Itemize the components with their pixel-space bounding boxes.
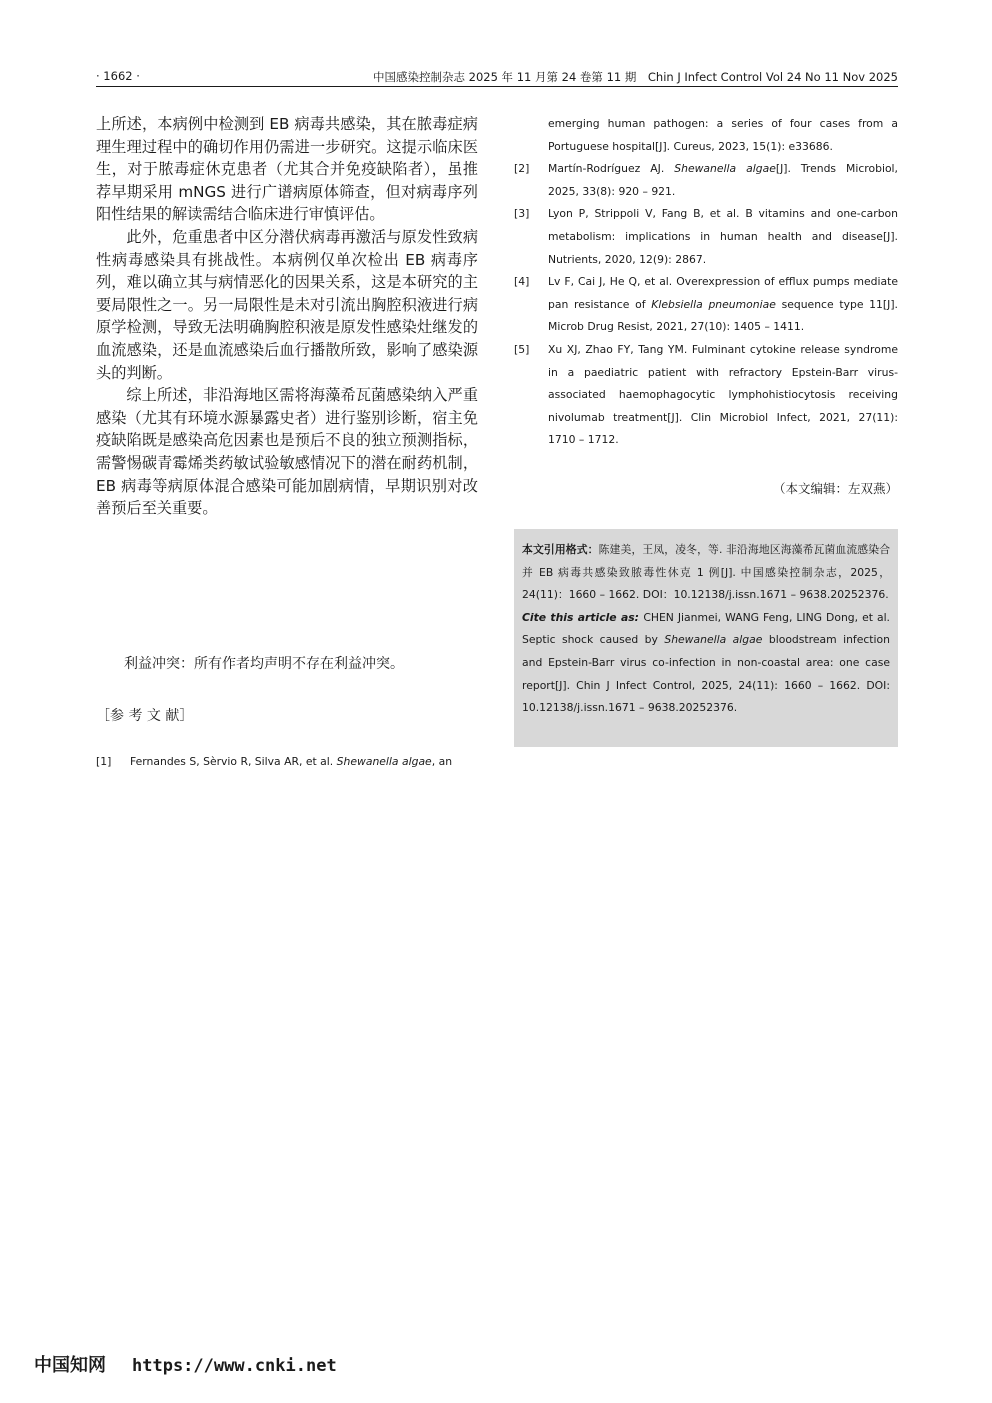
citation-box	[514, 529, 898, 747]
reference-3: [3] Lyon P, Strippoli V, Fang B, et al. B vitamins and one-carbon metabolism: implications in human health and disease[J]. Nutrients, 2020, 12(9): 2867.	[514, 207, 898, 266]
paragraph-3: 综上所述，非沿海地区需将海藻希瓦菌感染纳入严重感染（尤其有环境水源暴露史者）进行鉴别诊断，宿主免疫缺陷既是感染高危因素也是预后不良的独立预测指标，需警惕碳青霉烯类药敏试验敏感情况下的潜在耐药机制，EB 病毒等病原体混合感染可能加剧病情，早期识别对改善预后至关重要。	[96, 386, 478, 518]
cnki-watermark	[34, 1351, 337, 1377]
cnki-url[interactable]: https://www.cnki.net	[132, 1356, 337, 1376]
citation-cn: 本文引用格式：陈建美，王凤，凌冬，等. 非沿海地区海藻希瓦菌血流感染合并 EB 病毒共感染致脓毒性休克 1 例[J]. 中国感染控制杂志，2025，24(11)：1660 – 1662. DOI：10.12138/j.issn.1671 – 9638.20252376.	[522, 543, 890, 602]
conflict-of-interest: 利益冲突：所有作者均声明不存在利益冲突。	[124, 656, 404, 672]
reference-2: [2] Martín-Rodríguez AJ. Shewanella algae[J]. Trends Microbiol, 2025, 33(8): 920 – 921.	[514, 162, 898, 198]
reference-number: [1]	[96, 755, 112, 768]
editor-note: （本文编辑：左双燕）	[772, 481, 898, 496]
references-heading: ［参 考 文 献］	[96, 708, 194, 724]
citation-en: Cite this article as: CHEN Jianmei, WANG Feng, LING Dong, et al. Septic shock caused by Shewanella algae bloodstream infection and Epstein-Barr virus co-infection in non-coastal area: one case report[J]. Chin J Infect Control, 2025, 24(11): 1660 – 1662. DOI: 10.12138/j.issn.1671 – 9638.20252376.	[522, 610, 890, 715]
reference-5: [5] Xu XJ, Zhao FY, Tang YM. Fulminant cytokine release syndrome in a paediatric patient with refractory Epstein-Barr virus-associated haemophagocytic lymphohistiocytosis receiving nivolumab treatment[J]. Clin Microbiol Infect, 2021, 27(11): 1710 – 1712.	[514, 342, 898, 447]
journal-info: 中国感染控制杂志 2025 年 11 月第 24 卷第 11 期 Chin J Infect Control Vol 24 No 11 Nov 2025	[372, 70, 898, 84]
running-header	[96, 68, 898, 87]
paragraph-2: 此外，危重患者中区分潜伏病毒再激活与原发性致病性病毒感染具有挑战性。本病例仅单次检出 EB 病毒序列，难以确立其与病情恶化的因果关系，这是本研究的主要局限性之一。另一局限性是未对引流出胸腔积液进行病原学检测，导致无法明确胸腔积液是原发性感染灶继发的血流感染，还是血流感染后血行播散所致，影响了感染源头的判断。	[96, 227, 478, 382]
reference-1: [1] Fernandes S, Sèrvio R, Silva AR, et al. Shewanella algae, an	[96, 751, 512, 774]
left-column	[96, 113, 478, 768]
right-column	[514, 113, 898, 496]
cnki-brand: 中国知网	[34, 1355, 106, 1376]
reference-1-continued: emerging human pathogen: a series of four cases from a Portuguese hospital[J]. Cureus, 2023, 15(1): e33686.	[548, 117, 898, 153]
reference-4: [4] Lv F, Cai J, He Q, et al. Overexpression of efflux pumps mediate pan resistance of Klebsiella pneumoniae sequence type 11[J]. Microb Drug Resist, 2021, 27(10): 1405 – 1411.	[514, 275, 898, 334]
page-number: · 1662 ·	[96, 69, 140, 83]
reference-list	[514, 113, 898, 452]
paragraph-1: 上所述，本病例中检测到 EB 病毒共感染，其在脓毒症病理生理过程中的确切作用仍需进一步研究。这提示临床医生，对于脓毒症休克患者（尤其合并免疫缺陷者），虽推荐早期采用 mNGS 进行广谱病原体筛查，但对病毒序列阳性结果的解读需结合临床进行审慎评估。	[96, 115, 478, 224]
